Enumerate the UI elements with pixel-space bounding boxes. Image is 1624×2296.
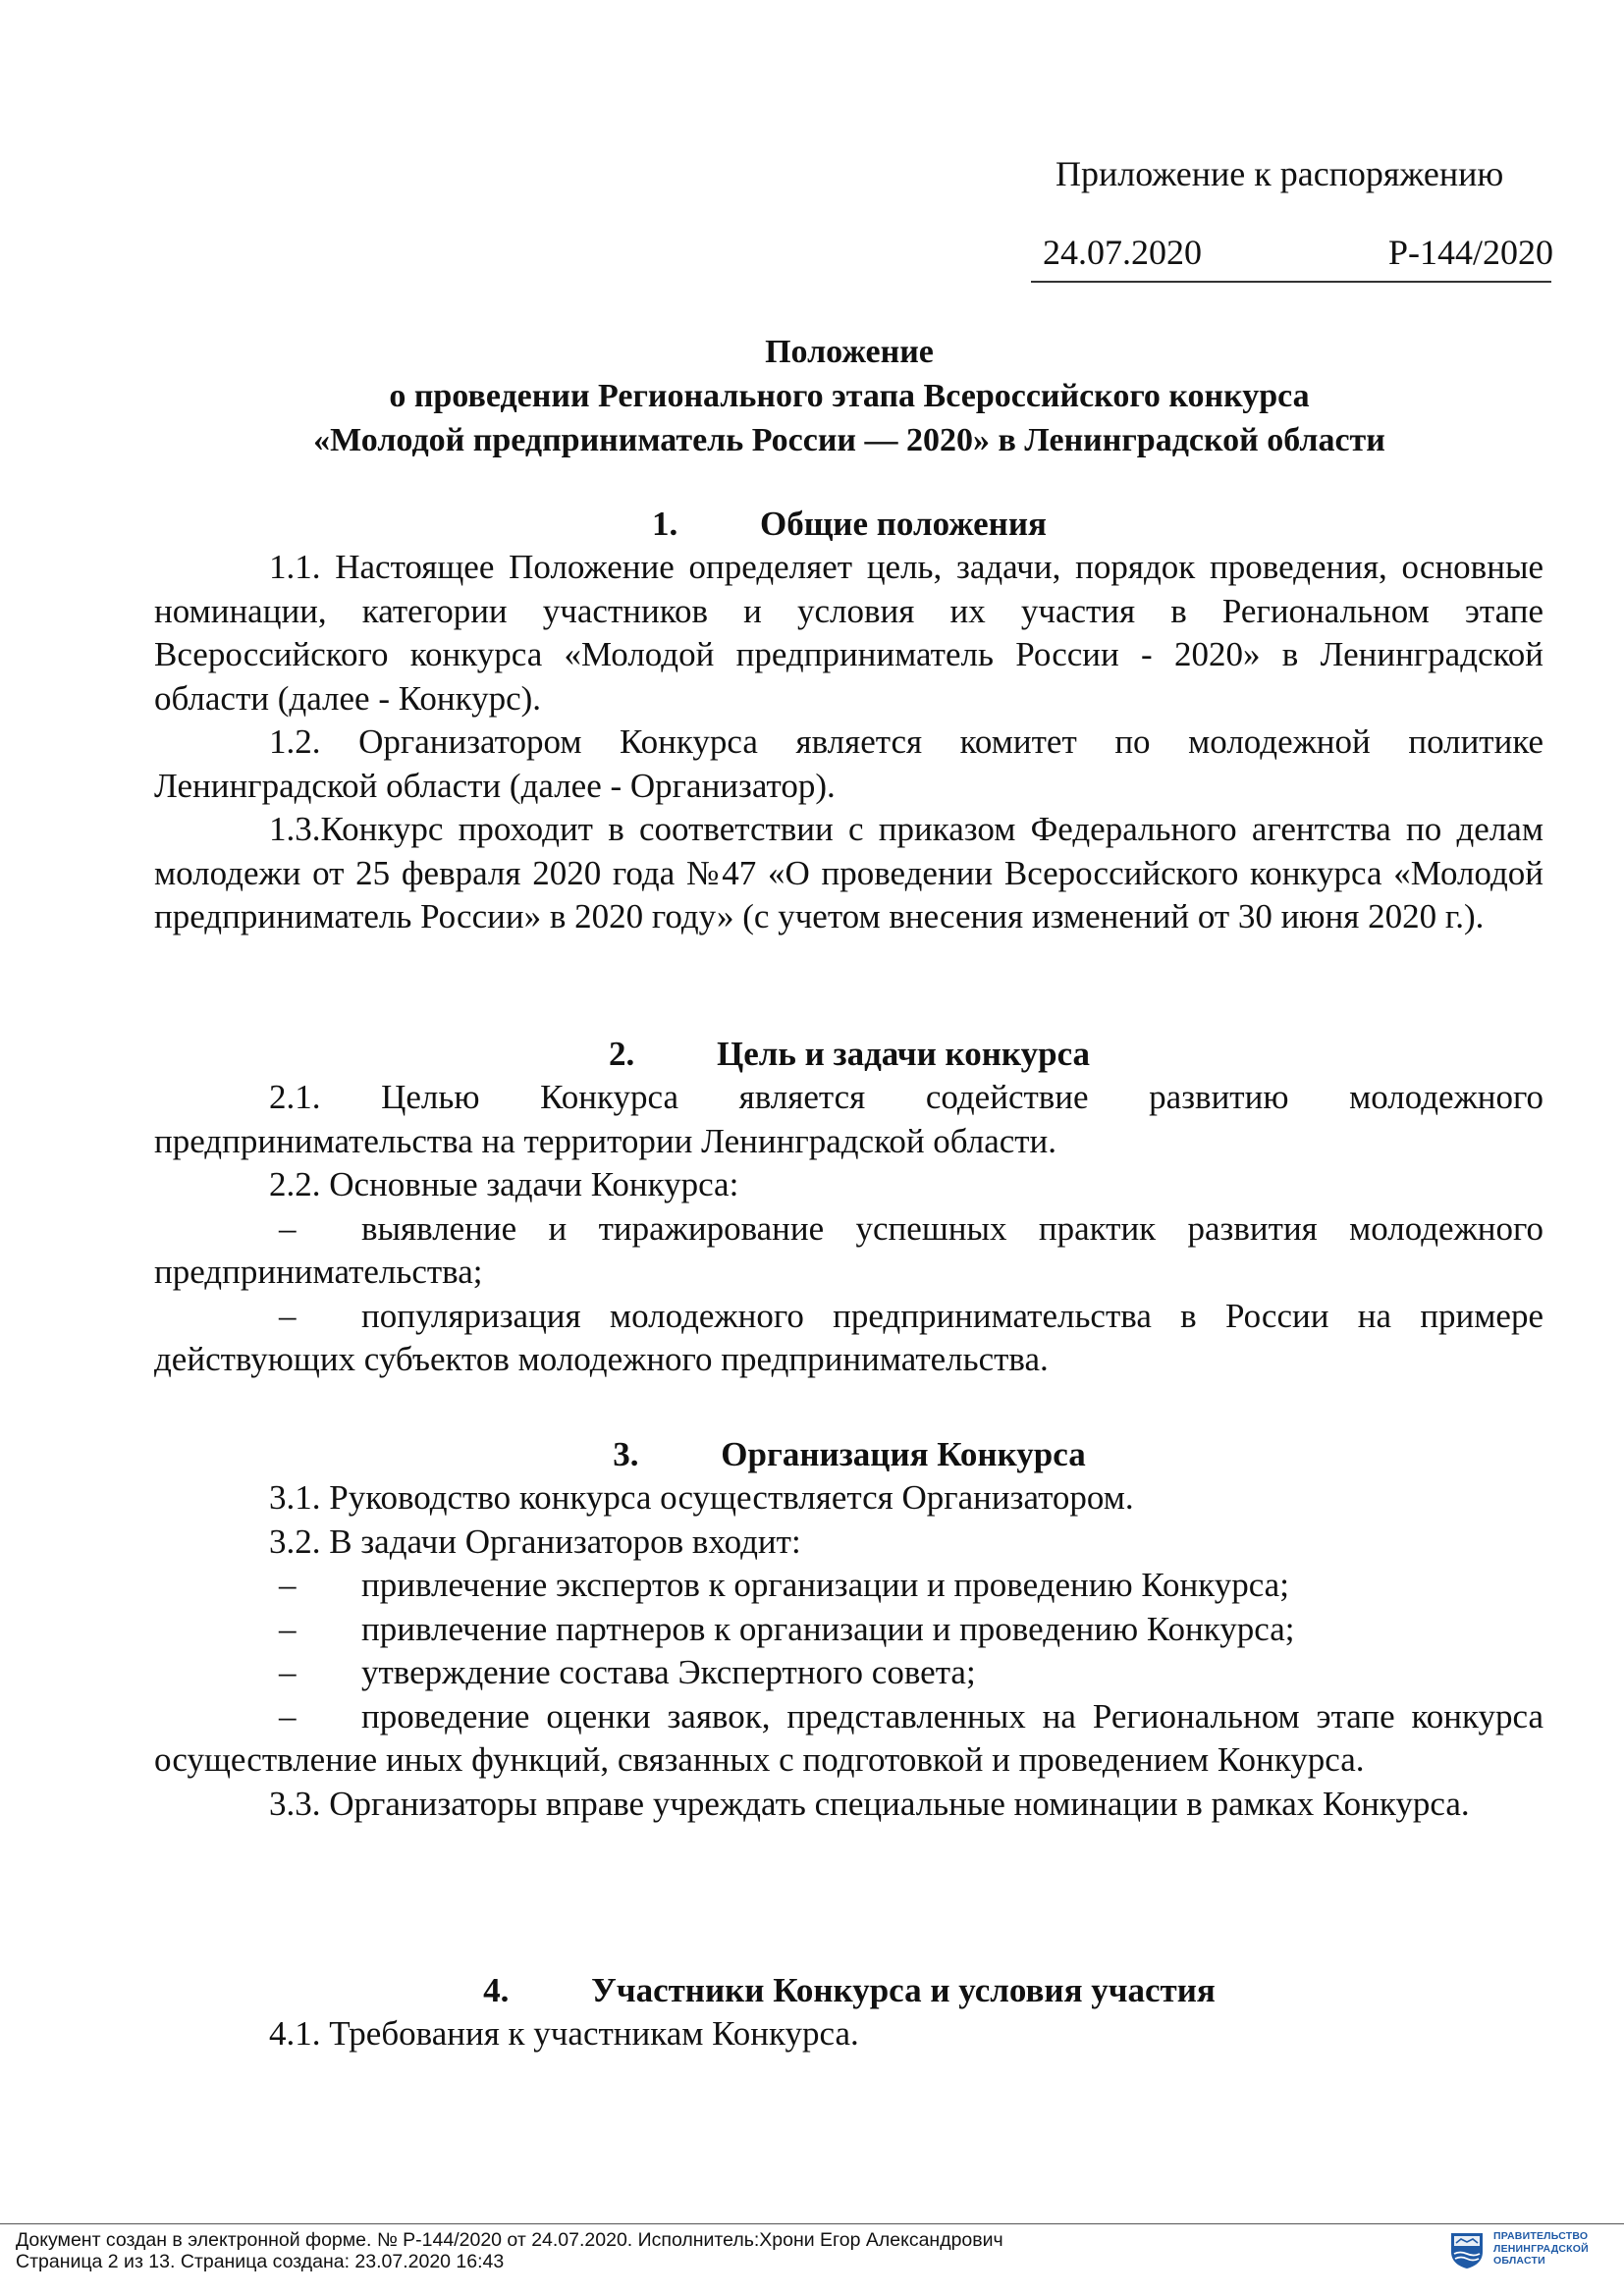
paragraph-3-1: 3.1. Руководство конкурса осуществляется Организатором. <box>269 1478 1134 1517</box>
paragraph-1-3: 1.3.Конкурс проходит в соответствии с приказом Федерального агентства по делам молодежи от 25 февраля 2020 года №47 «О проведении Всероссийского конкурса «Молодой предприниматель России» в 2020 году» (с учетом внесения изменений от 30 июня 2020 г.). <box>154 810 1543 935</box>
section-title: Общие положения <box>760 505 1047 543</box>
dash-item-text: привлечение экспертов к организации и проведению Конкурса; <box>361 1566 1289 1604</box>
section-body-2 <box>154 1076 1543 1382</box>
title-line-2: о проведении Регионального этапа Всероссийского конкурса <box>389 378 1310 414</box>
dash-item <box>154 1651 1543 1695</box>
section-heading-3 <box>137 1433 1561 1476</box>
paragraph-1-2: 1.2. Организатором Конкурса является комитет по молодежной политике Ленинградской области (далее - Организатор). <box>154 722 1543 805</box>
logo-line-1: ПРАВИТЕЛЬСТВО <box>1493 2230 1589 2242</box>
section-number: 3. <box>613 1435 639 1473</box>
dash-mark: – <box>279 1653 297 1691</box>
section-title: Цель и задачи конкурса <box>716 1035 1091 1073</box>
section-title: Участники Конкурса и условия участия <box>591 1971 1216 2009</box>
dash-item-text: утверждение состава Экспертного совета; <box>361 1653 976 1691</box>
section-number: 1. <box>652 505 678 543</box>
section-title: Организация Конкурса <box>721 1435 1086 1473</box>
section-heading-1 <box>137 503 1561 546</box>
dash-item <box>154 1695 1543 1783</box>
dash-mark: – <box>279 1609 297 1648</box>
dash-item <box>154 1608 1543 1652</box>
paragraph-3-2: 3.2. В задачи Организаторов входит: <box>269 1522 801 1561</box>
dash-item-text: выявление и тиражирование успешных практик развития молодежного предпринимательства; <box>154 1208 1543 1291</box>
appendix-label: Приложение к распоряжению <box>1056 154 1504 193</box>
footer-line-1: Документ создан в электронной форме. № Р-144/2020 от 24.07.2020. Исполнитель:Хрони Егор Александрович <box>16 2229 1003 2251</box>
order-number: Р-144/2020 <box>1387 233 1553 272</box>
logo-text <box>1493 2230 1589 2268</box>
section-number: 4. <box>483 1971 510 2009</box>
section-heading-4 <box>137 1969 1561 2012</box>
order-reference <box>1031 226 1551 283</box>
dash-mark: – <box>279 1208 297 1248</box>
dash-item-text: проведение оценки заявок, представленных на Региональном этапе конкурса осуществление иных функций, связанных с подготовкой и проведением Конкурса. <box>154 1696 1543 1779</box>
paragraph-2-1: 2.1. Целью Конкурса является содействие развитию молодежного предпринимательства на территории Ленинградской области. <box>154 1078 1543 1160</box>
dash-item-text: привлечение партнеров к организации и проведению Конкурса; <box>361 1609 1295 1648</box>
title-line-1: Положение <box>765 334 934 370</box>
section-body-1 <box>154 546 1543 939</box>
government-logo <box>1448 2228 1610 2273</box>
paragraph-3-3: 3.3. Организаторы вправе учреждать специальные номинации в рамках Конкурса. <box>269 1784 1470 1823</box>
logo-line-3: ОБЛАСТИ <box>1493 2255 1545 2267</box>
paragraph-2-2: 2.2. Основные задачи Конкурса: <box>269 1165 739 1203</box>
paragraph-4-1: 4.1. Требования к участникам Конкурса. <box>269 2014 859 2053</box>
footer-divider <box>0 2223 1624 2224</box>
paragraph-1-1: 1.1. Настоящее Положение определяет цель, задачи, порядок проведения, основные номинации, категории участников и условия их участия в Региональном этапе Всероссийского конкурса «Молодой предприниматель России - 2020» в Ленинградской области (далее - Конкурс). <box>154 548 1543 718</box>
dash-item-text: популяризация молодежного предпринимательства в России на примере действующих субъектов молодежного предпринимательства. <box>154 1296 1543 1378</box>
section-number: 2. <box>608 1035 635 1073</box>
dash-mark: – <box>279 1296 297 1335</box>
dash-item <box>154 1207 1543 1295</box>
coat-of-arms-icon <box>1448 2230 1486 2269</box>
dash-item <box>154 1295 1543 1382</box>
footer-line-2: Страница 2 из 13. Страница создана: 23.07.2020 16:43 <box>16 2251 505 2272</box>
section-body-3 <box>154 1476 1543 1826</box>
section-body-4 <box>154 2012 1543 2056</box>
dash-mark: – <box>279 1566 297 1604</box>
section-heading-2 <box>137 1033 1561 1076</box>
dash-item <box>154 1564 1543 1608</box>
order-date: 24.07.2020 <box>1043 233 1202 272</box>
document-title <box>137 330 1561 462</box>
title-line-3: «Молодой предприниматель России — 2020» в Ленинградской области <box>313 422 1385 458</box>
electronic-document-footer <box>16 2229 1003 2272</box>
logo-line-2: ЛЕНИНГРАДСКОЙ <box>1493 2242 1589 2255</box>
dash-mark: – <box>279 1696 297 1735</box>
